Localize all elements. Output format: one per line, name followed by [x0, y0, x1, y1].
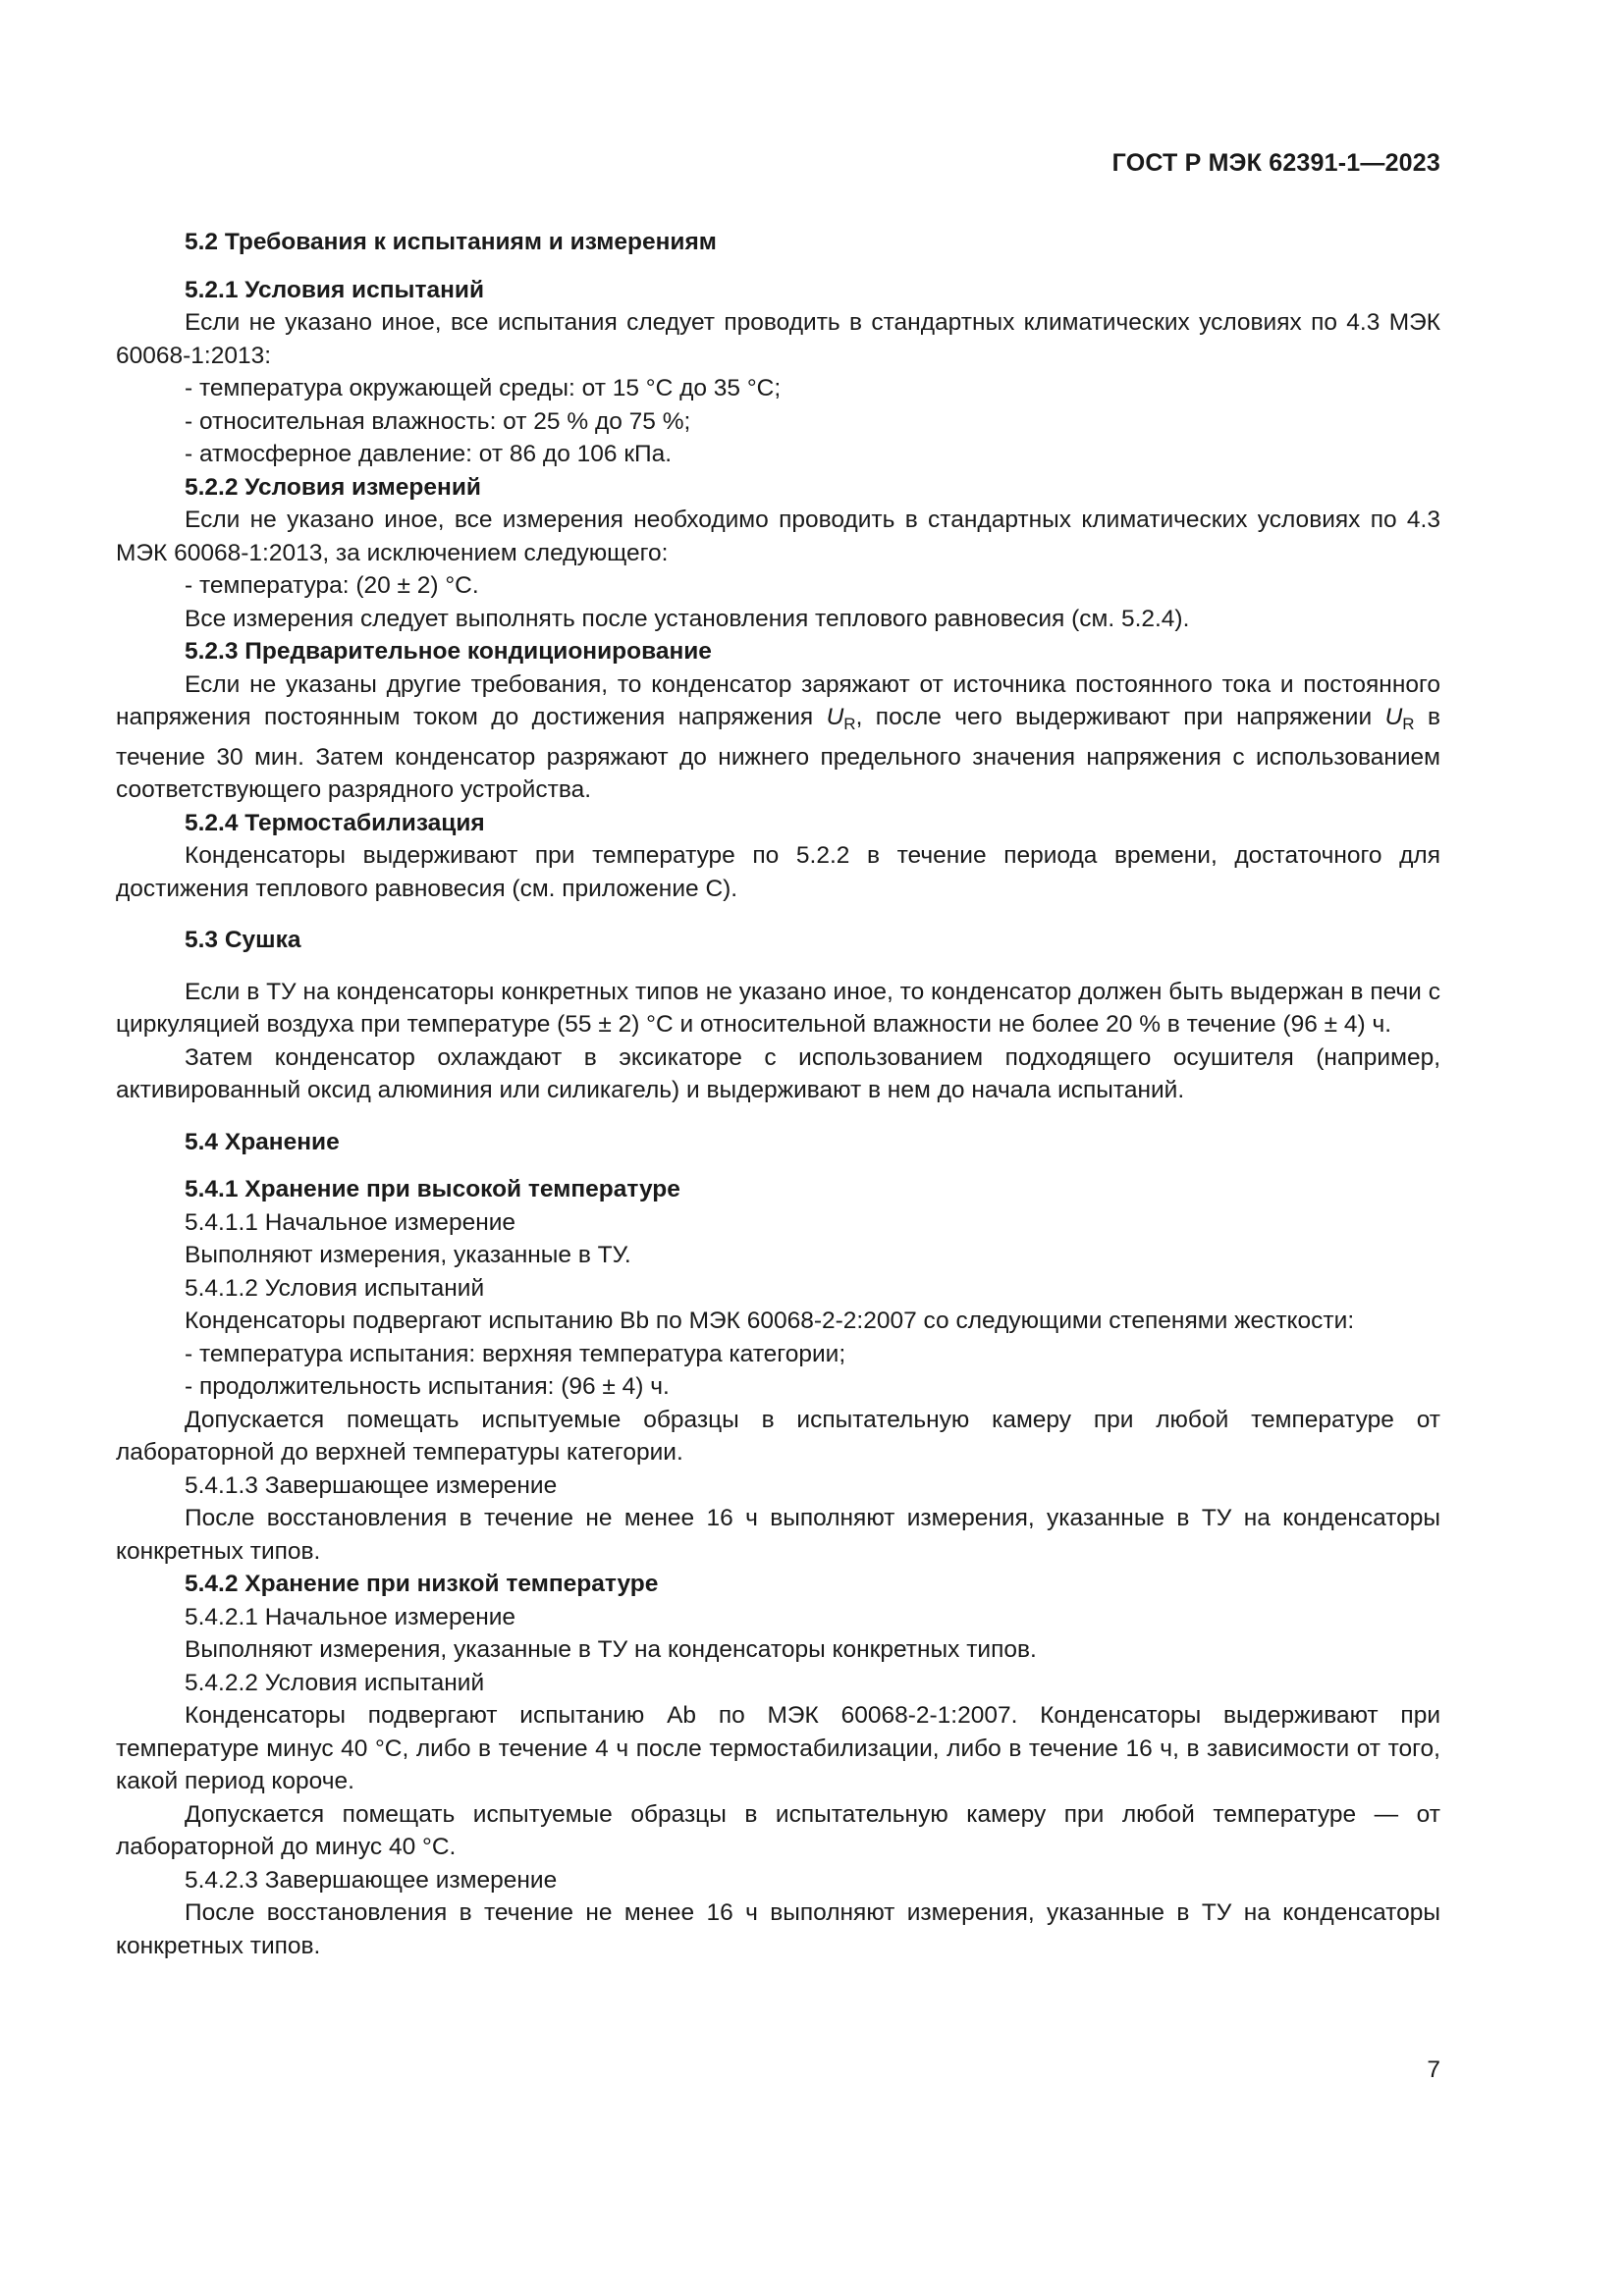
list-item: - температура испытания: верхняя температура категории; — [185, 1340, 846, 1367]
symbol-subscript-r: R — [1402, 715, 1415, 733]
list-item: - температура: (20 ± 2) °C. — [185, 572, 479, 599]
list-item: - атмосферное давление: от 86 до 106 кПа. — [185, 441, 673, 467]
subsection-heading: 5.4.1.1 Начальное измерение — [185, 1208, 516, 1236]
subsection-heading: 5.4.2.2 Условия испытаний — [185, 1669, 485, 1696]
section-heading-5-3: 5.3 Сушка — [185, 927, 301, 953]
subsection-heading: 5.4.1.3 Завершающее измерение — [185, 1471, 558, 1499]
symbol-u: U — [1384, 704, 1403, 730]
subsection-heading: 5.4.2.3 Завершающее измерение — [185, 1866, 558, 1894]
symbol-u: U — [826, 704, 844, 730]
paragraph: Выполняют измерения, указанные в ТУ. — [185, 1242, 631, 1268]
text-run: Если не указаны другие требования, то конденсатор заряжают от источника постоянного тока и постоянного напряжения постоянным током до достижения напряжения — [116, 670, 1440, 730]
section-heading-5-4: 5.4 Хранение — [185, 1128, 340, 1155]
paragraph — [116, 668, 1440, 807]
section-heading-5-2: 5.2 Требования к испытаниям и измерениям — [185, 229, 717, 255]
section-heading-5-2-4: 5.2.4 Термостабилизация — [185, 809, 485, 836]
paragraph: Конденсаторы подвергают испытанию Ab по МЭК 60068-2-1:2007. Конденсаторы выдерживают при температуре минус 40 °C, либо в течение 4 ч после термостабилизации, либо в течение 16 ч, в зависимости от того, какой период короче. — [116, 1702, 1440, 1794]
paragraph: После восстановления в течение не менее 16 ч выполняют измерения, указанные в ТУ на конденсаторы конкретных типов. — [116, 1505, 1440, 1565]
paragraph: Выполняют измерения, указанные в ТУ на конденсаторы конкретных типов. — [185, 1636, 1037, 1663]
subsection-heading: 5.4.2.1 Начальное измерение — [185, 1603, 516, 1630]
paragraph: Все измерения следует выполнять после установления теплового равновесия (см. 5.2.4). — [185, 605, 1190, 632]
page-number: 7 — [1427, 2056, 1440, 2083]
list-item: - продолжительность испытания: (96 ± 4) ч. — [185, 1373, 670, 1400]
paragraph: Если не указано иное, все испытания следует проводить в стандартных климатических условиях по 4.3 МЭК 60068-1:2013: — [116, 309, 1440, 369]
section-heading-5-2-2: 5.2.2 Условия измерений — [185, 473, 481, 501]
paragraph: Конденсаторы выдерживают при температуре по 5.2.2 в течение периода времени, достаточного для достижения теплового равновесия (см. приложение С). — [116, 842, 1440, 902]
section-heading-5-4-2: 5.4.2 Хранение при низкой температуре — [185, 1571, 659, 1597]
list-item: - температура окружающей среды: от 15 °C до 35 °C; — [185, 375, 782, 401]
paragraph: Если в ТУ на конденсаторы конкретных типов не указано иное, то конденсатор должен быть выдержан в печи с циркуляцией воздуха при температуре (55 ± 2) °C и относительной влажности не более 20 % в течение (96 ± 4) ч. — [116, 978, 1440, 1038]
paragraph: Затем конденсатор охлаждают в эксикаторе с использованием подходящего осушителя (например, активированный оксид алюминия или силикагель) и выдерживают в нем до начала испытаний. — [116, 1043, 1440, 1103]
section-heading-5-2-3: 5.2.3 Предварительное кондиционирование — [185, 638, 712, 665]
paragraph: Если не указано иное, все измерения необходимо проводить в стандартных климатических условиях по 4.3 МЭК 60068-1:2013, за исключением следующего: — [116, 507, 1440, 566]
symbol-subscript-r: R — [843, 715, 856, 733]
paragraph: Допускается помещать испытуемые образцы в испытательную камеру при любой температуре от лабораторной до верхней температуры категории. — [116, 1406, 1440, 1466]
section-heading-5-2-1: 5.2.1 Условия испытаний — [185, 276, 485, 303]
text-run: в течение 30 мин. Затем конденсатор разряжают до нижнего предельного значения напряжения с использованием соответствующего разрядного устройства. — [116, 704, 1440, 803]
paragraph: После восстановления в течение не менее 16 ч выполняют измерения, указанные в ТУ на конденсаторы конкретных типов. — [116, 1899, 1440, 1959]
text-run: , после чего выдерживают при напряжении — [855, 704, 1385, 730]
section-heading-5-4-1: 5.4.1 Хранение при высокой температуре — [185, 1176, 680, 1202]
subsection-heading: 5.4.1.2 Условия испытаний — [185, 1274, 485, 1302]
document-id-header: ГОСТ Р МЭК 62391-1—2023 — [1111, 149, 1440, 177]
paragraph: Допускается помещать испытуемые образцы в испытательную камеру при любой температуре — от лабораторной до минус 40 °C. — [116, 1800, 1440, 1860]
list-item: - относительная влажность: от 25 % до 75 %; — [185, 407, 691, 435]
paragraph: Конденсаторы подвергают испытанию Bb по МЭК 60068-2-2:2007 со следующими степенями жесткости: — [185, 1308, 1355, 1334]
document-body — [116, 226, 1440, 1962]
